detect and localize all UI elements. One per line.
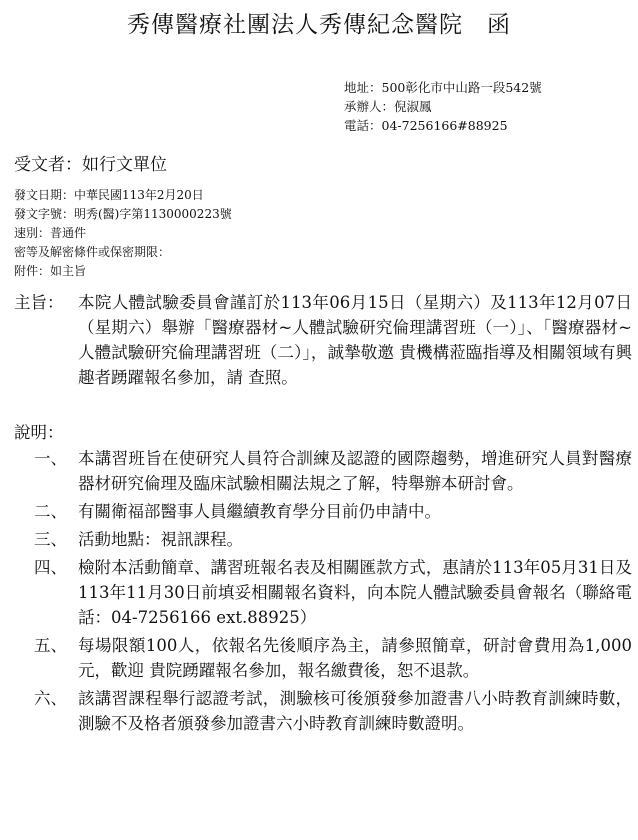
contact-block xyxy=(344,78,542,135)
attachment: 附件：如主旨 xyxy=(14,264,87,278)
recipient-line: 受文者：如行文單位 xyxy=(14,155,167,175)
phone-line: 電話：04-7256166#88925 xyxy=(344,118,508,133)
document-title: 秀傳醫療社團法人秀傳紀念醫院 函 xyxy=(127,12,511,38)
document-number: 發文字號：明秀(醫)字第1130000223號 xyxy=(14,207,232,221)
explanation-item xyxy=(14,686,632,736)
subject-text: 本院人體試驗委員會謹訂於113年06月15日（星期六）及113年12月07日（星期六）舉辦「醫療器材~人體試驗研究倫理講習班（一）」、「醫療器材~人體試驗研究倫理講習班（二）」，誠摯敬邀 貴機構蒞臨指導及相關領域有興趣者踴躍報名參加，請 查照。 xyxy=(78,293,632,387)
item-text: 每場限額100人，依報名先後順序為主，請參照簡章，研討會費用為1,000元，歡迎 貴院踴躍報名參加，報名繳費後，恕不退款。 xyxy=(78,636,632,680)
explanation-item xyxy=(14,499,632,524)
explanation-item xyxy=(14,527,632,552)
document-meta xyxy=(14,186,232,281)
classification: 密等及解密條件或保密期限： xyxy=(14,245,171,259)
item-number: 三、 xyxy=(34,530,67,549)
explanation-item xyxy=(14,555,632,630)
item-number: 二、 xyxy=(34,502,67,521)
item-number: 一、 xyxy=(34,449,67,468)
handler-line: 承辦人：倪淑鳳 xyxy=(344,99,432,114)
item-text: 有關衛福部醫事人員繼續教育學分目前仍申請中。 xyxy=(78,502,441,521)
delivery-speed: 速別：普通件 xyxy=(14,226,87,240)
item-text: 檢附本活動簡章、講習班報名表及相關匯款方式，惠請於113年05月31日及113年11月30日前填妥相關報名資料，向本院人體試驗委員會報名（聯絡電話：04-7256166 ext.88925） xyxy=(78,558,632,627)
subject-section xyxy=(14,290,632,390)
explanation-item xyxy=(14,446,632,496)
item-text: 活動地點：視訊課程。 xyxy=(78,530,243,549)
item-text: 該講習課程舉行認證考試，測驗核可後頒發參加證書八小時教育訓練時數，測驗不及格者頒發參加證書六小時教育訓練時數證明。 xyxy=(78,689,632,733)
item-number: 六、 xyxy=(34,689,67,708)
explanation-list xyxy=(14,446,632,739)
issue-date: 發文日期：中華民國113年2月20日 xyxy=(14,188,204,202)
item-text: 本講習班旨在使研究人員符合訓練及認證的國際趨勢，增進研究人員對醫療器材研究倫理及臨床試驗相關法規之了解，特舉辦本研討會。 xyxy=(78,449,632,493)
address-line: 地址：500彰化市中山路一段542號 xyxy=(344,80,542,95)
explanation-label: 說明： xyxy=(14,423,64,442)
subject-label: 主旨： xyxy=(14,293,64,312)
explanation-item xyxy=(14,633,632,683)
item-number: 五、 xyxy=(34,636,67,655)
item-number: 四、 xyxy=(34,558,67,577)
